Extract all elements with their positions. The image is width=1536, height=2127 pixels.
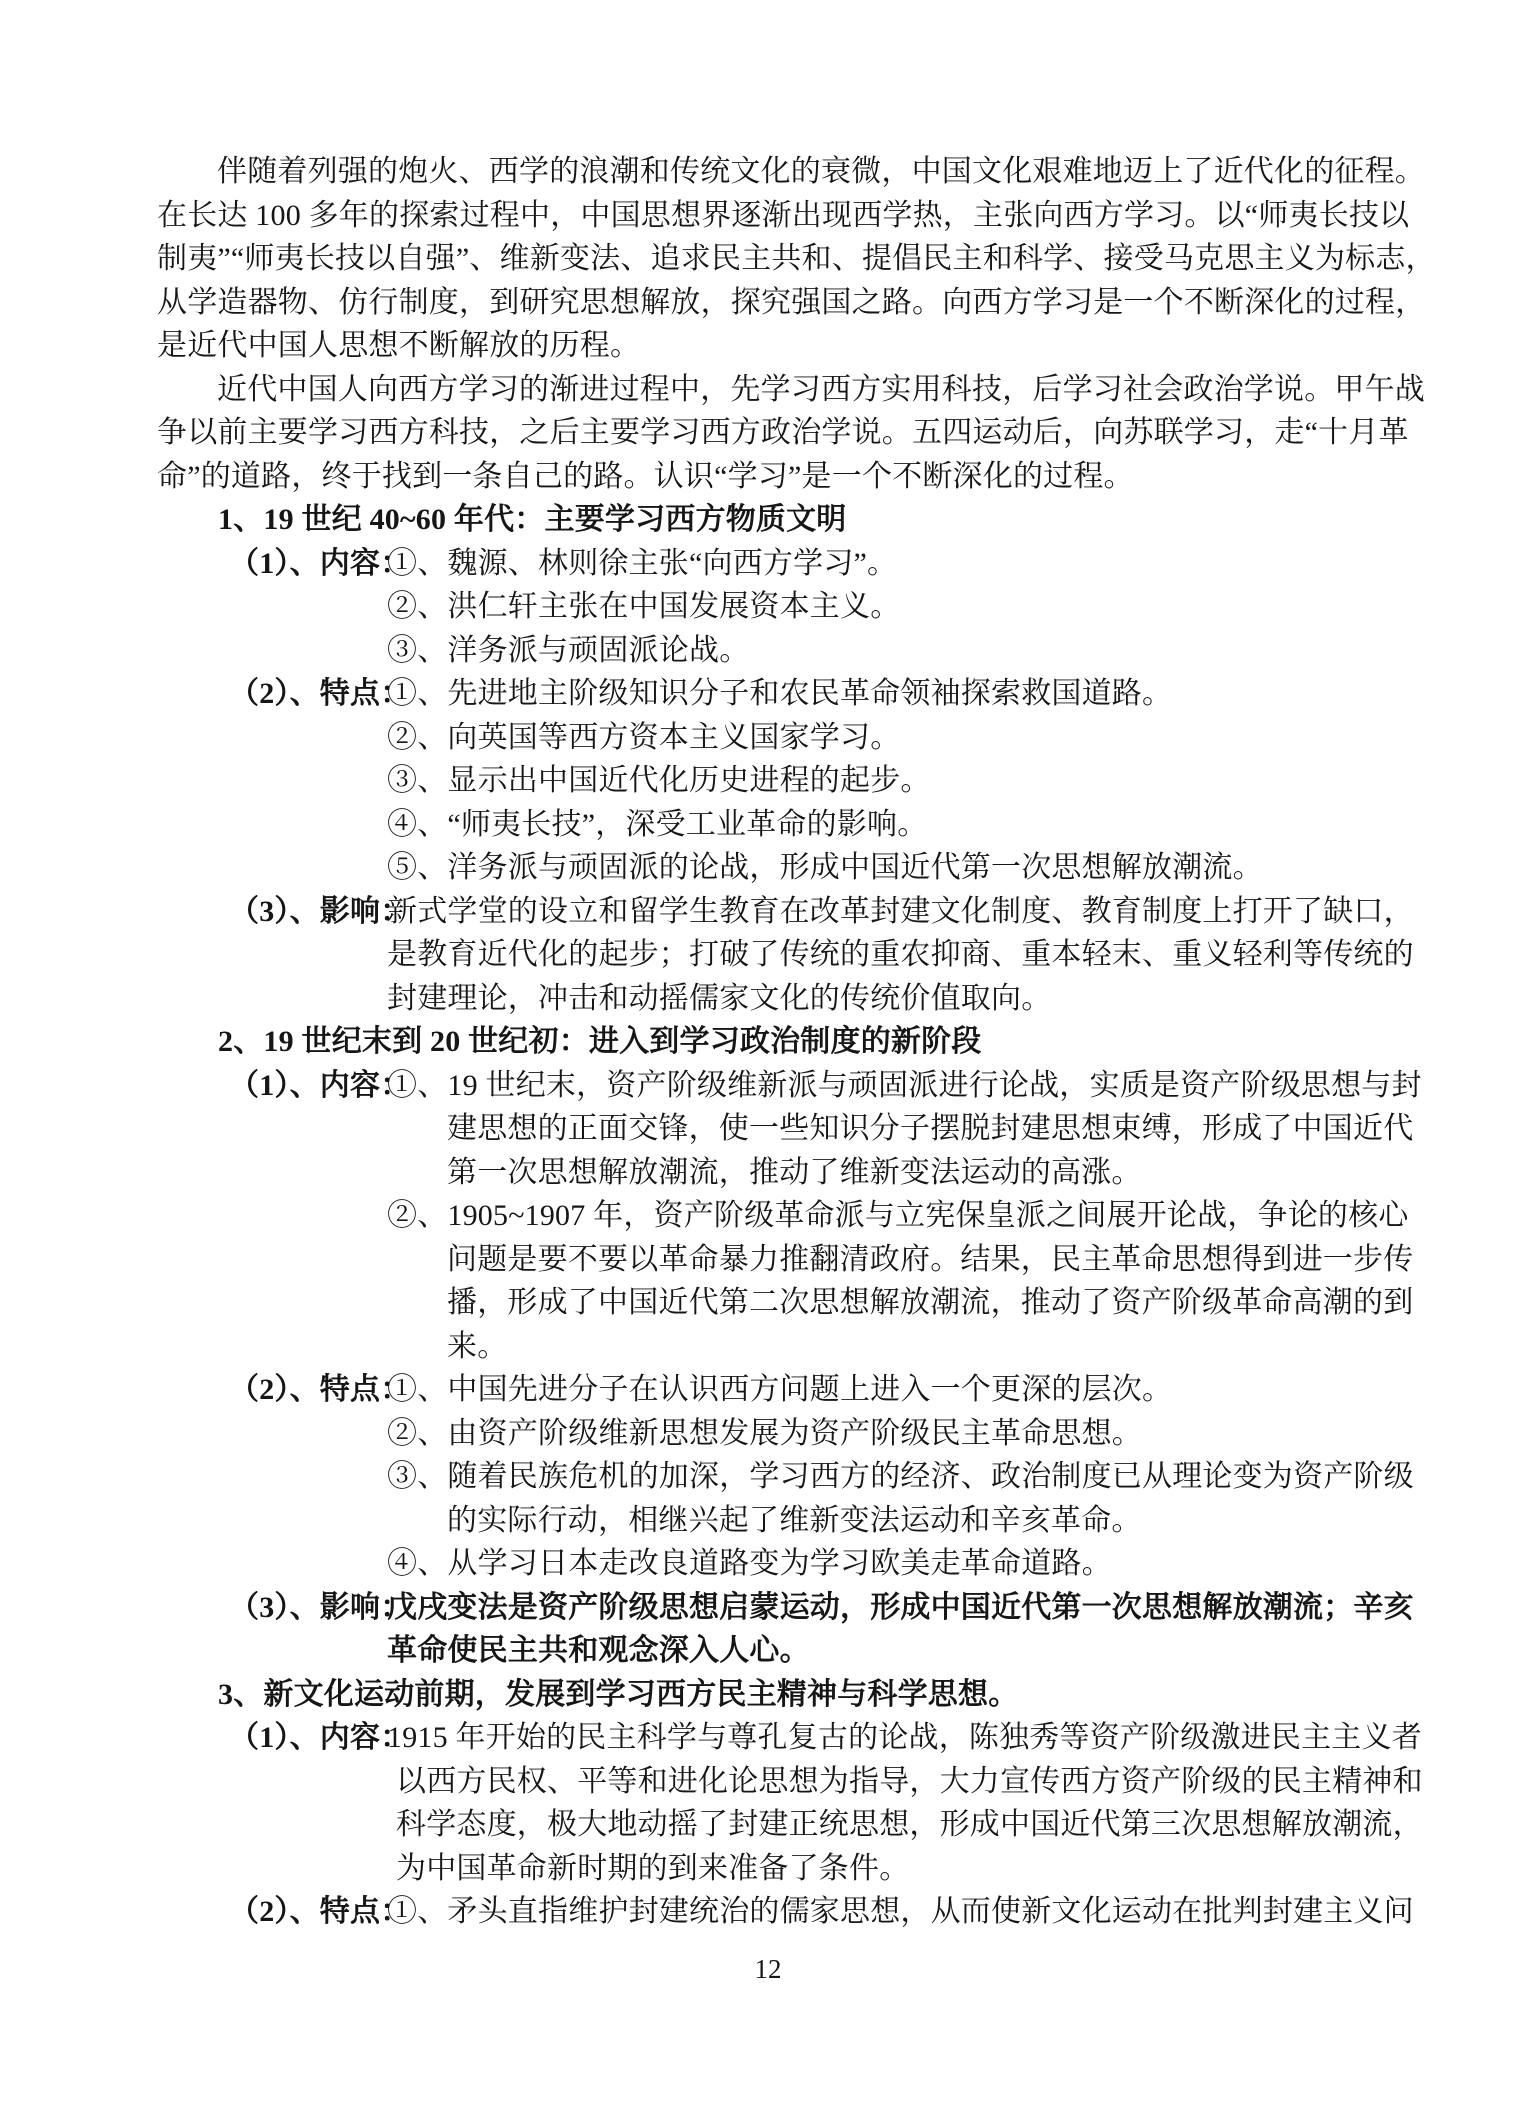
item-label: （1）、内容： — [229, 546, 411, 580]
text-line: 以西方民权、平等和进化论思想为指导，大力宣传西方资产阶级的民主精神和 — [396, 1764, 1423, 1798]
text-line: 2、19 世纪末到 20 世纪初：进入到学习政治制度的新阶段 — [218, 1025, 982, 1058]
text-line: ③、显示出中国近代化历史进程的起步。 — [387, 764, 931, 797]
text-line: 播，形成了中国近代第二次思想解放潮流，推动了资产阶级革命高潮的到 — [447, 1286, 1414, 1319]
text-line: 3、新文化运动前期，发展到学习西方民主精神与科学思想。 — [218, 1677, 1019, 1711]
text-line: 在长达 100 多年的探索过程中，中国思想界逐渐出现西学热，主张向西方学习。以“师夷长技以 — [157, 198, 1410, 232]
text-line — [157, 1890, 1423, 1934]
text-line: ②、洪仁轩主张在中国发展资本主义。 — [387, 590, 901, 623]
text-line: ③、随着民族危机的加深，学习西方的经济、政治制度已从理论变为资产阶级 — [387, 1460, 1414, 1493]
text-line: ④、“师夷长技”，深受工业革命的影响。 — [387, 807, 928, 841]
text-line: 是教育近代化的起步；打破了传统的重农抑商、重本轻末、重义轻利等传统的 — [387, 938, 1414, 971]
text-line: 争以前主要学习西方科技，之后主要学习西方政治学说。五四运动后，向苏联学习，走“十月革 — [157, 416, 1409, 449]
item-text: ①、魏源、林则徐主张“向西方学习”。 — [387, 546, 898, 580]
text-line: 为中国革命新时期的到来准备了条件。 — [396, 1851, 910, 1885]
text-line: 建思想的正面交锋，使一些知识分子摆脱封建思想束缚，形成了中国近代 — [447, 1112, 1414, 1145]
text-line — [157, 890, 1423, 934]
text-line: ③、洋务派与顽固派论战。 — [387, 633, 750, 667]
item-label: （1）、内容： — [229, 1068, 411, 1102]
text-line — [157, 1586, 1423, 1630]
text-line: ②、由资产阶级维新思想发展为资产阶级民主革命思想。 — [387, 1416, 1142, 1450]
text-line: 制夷”“师夷长技以自强”、维新变法、追求民主共和、提倡民主和科学、接受马克思主义为标志， — [157, 242, 1436, 275]
item-text: 新式学堂的设立和留学生教育在改革封建文化制度、教育制度上打开了缺口， — [387, 894, 1414, 928]
text-line — [157, 672, 1423, 716]
item-text: ①、19 世纪末，资产阶级维新派与顽固派进行论战，实质是资产阶级思想与封 — [387, 1068, 1422, 1102]
item-text: 1915 年开始的民主科学与尊孔复古的论战，陈独秀等资产阶级激进民主主义者 — [387, 1721, 1422, 1754]
item-label: （1）、内容： — [229, 1721, 411, 1754]
text-line: 革命使民主共和观念深入人心。 — [387, 1634, 810, 1667]
text-line: ②、向英国等西方资本主义国家学习。 — [387, 720, 901, 754]
item-label: （2）、特点： — [229, 677, 411, 710]
text-line — [157, 1064, 1423, 1108]
text-line: ④、从学习日本走改良道路变为学习欧美走革命道路。 — [387, 1547, 1112, 1580]
text-line: 伴随着列强的炮火、西学的浪潮和传统文化的衰微，中国文化艰难地迈上了近代化的征程。 — [217, 155, 1425, 188]
text-line: 近代中国人向西方学习的渐进过程中，先学习西方实用科技，后学习社会政治学说。甲午战 — [217, 372, 1425, 406]
text-line: 问题是要不要以革命暴力推翻清政府。结果，民主革命思想得到进一步传 — [447, 1242, 1414, 1276]
item-label: （3）、影响： — [229, 894, 411, 928]
item-label: （2）、特点： — [229, 1373, 411, 1406]
text-line — [157, 1716, 1423, 1760]
text-line: ⑤、洋务派与顽固派的论战，形成中国近代第一次思想解放潮流。 — [387, 851, 1263, 884]
item-text: ①、矛头直指维护封建统治的儒家思想，从而使新文化运动在批判封建主义问 — [387, 1895, 1414, 1928]
page-number: 12 — [754, 1954, 782, 1984]
text-line: 命”的道路，终于找到一条自己的路。认识“学习”是一个不断深化的过程。 — [157, 459, 1134, 493]
text-line — [157, 1368, 1423, 1412]
item-text: ①、中国先进分子在认识西方问题上进入一个更深的层次。 — [387, 1373, 1173, 1406]
text-line — [157, 542, 1423, 586]
item-label: （2）、特点： — [229, 1895, 411, 1928]
text-line: 是近代中国人思想不断解放的历程。 — [157, 329, 641, 362]
item-text: ①、先进地主阶级知识分子和农民革命领袖探索救国道路。 — [387, 677, 1173, 710]
text-line: 第一次思想解放潮流，推动了维新变法运动的高涨。 — [447, 1155, 1142, 1189]
item-text: 戊戌变法是资产阶级思想启蒙运动，形成中国近代第一次思想解放潮流；辛亥 — [387, 1590, 1414, 1624]
text-line: 1、19 世纪 40~60 年代：主要学习西方物质文明 — [218, 503, 847, 536]
text-line: 从学造器物、仿行制度，到研究思想解放，探究强国之路。向西方学习是一个不断深化的过程， — [157, 285, 1426, 319]
text-line: 的实际行动，相继兴起了维新变法运动和辛亥革命。 — [447, 1503, 1142, 1537]
text-line: 来。 — [447, 1329, 508, 1363]
text-line: 封建理论，冲击和动摇儒家文化的传统价值取向。 — [387, 981, 1052, 1015]
item-label: （3）、影响： — [229, 1590, 411, 1624]
text-line: ②、1905~1907 年，资产阶级革命派与立宪保皇派之间展开论战，争论的核心 — [387, 1199, 1409, 1232]
document-body — [157, 150, 1436, 1934]
text-line: 科学态度，极大地动摇了封建正统思想，形成中国近代第三次思想解放潮流， — [396, 1808, 1423, 1841]
